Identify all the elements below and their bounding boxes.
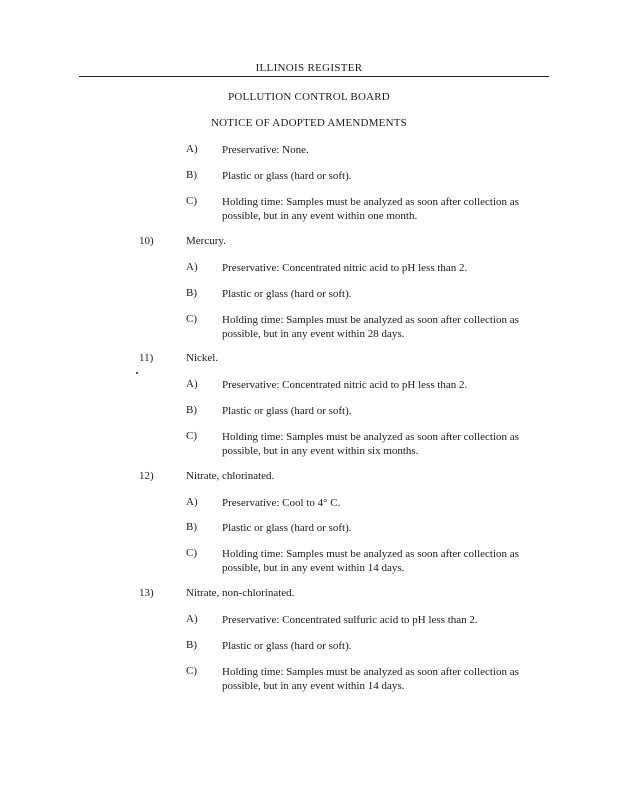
section-title: Nickel. (186, 352, 219, 364)
section-number: 13) (139, 587, 154, 599)
section-number: 12) (139, 470, 154, 482)
item-letter: C) (186, 430, 197, 442)
item-letter: B) (186, 639, 197, 651)
item-text: Preservative: Concentrated nitric acid to pH less than 2. (222, 379, 468, 391)
item-letter: C) (186, 547, 197, 559)
section-number: 11) (139, 352, 154, 364)
item-text: Preservative: Concentrated sulfuric acid to pH less than 2. (222, 614, 478, 626)
item-letter: C) (186, 195, 197, 207)
item-letter: A) (186, 613, 198, 625)
section-title: Mercury. (186, 235, 226, 247)
item-text: Holding time: Samples must be analyzed as soon after collection as possible, but in any event within 28 days. (222, 314, 519, 340)
notice-title: NOTICE OF ADOPTED AMENDMENTS (211, 117, 407, 129)
item-text: Plastic or glass (hard or soft). (222, 640, 352, 652)
item-text: Preservative: Cool to 4° C. (222, 497, 341, 509)
item-letter: A) (186, 378, 198, 390)
item-text: Preservative: None. (222, 144, 309, 156)
item-text: Preservative: Concentrated nitric acid to pH less than 2. (222, 262, 468, 274)
item-letter: A) (186, 143, 198, 155)
item-text: Plastic or glass (hard or soft). (222, 405, 352, 417)
item-letter: C) (186, 665, 197, 677)
item-letter: B) (186, 287, 197, 299)
item-letter: B) (186, 521, 197, 533)
section-number: 10) (139, 235, 154, 247)
board-title: POLLUTION CONTROL BOARD (228, 91, 390, 103)
item-text: Plastic or glass (hard or soft). (222, 288, 352, 300)
scan-speck (136, 372, 138, 374)
item-letter: B) (186, 169, 197, 181)
item-letter: B) (186, 404, 197, 416)
item-text: Holding time: Samples must be analyzed as soon after collection as possible, but in any event within one month. (222, 196, 519, 222)
item-letter: A) (186, 496, 198, 508)
section-title: Nitrate, chlorinated. (186, 470, 275, 482)
item-text: Holding time: Samples must be analyzed as soon after collection as possible, but in any event within 14 days. (222, 666, 519, 692)
item-letter: A) (186, 261, 198, 273)
item-text: Holding time: Samples must be analyzed as soon after collection as possible, but in any event within 14 days. (222, 548, 519, 574)
header-rule (79, 76, 549, 77)
item-text: Plastic or glass (hard or soft). (222, 170, 352, 182)
section-title: Nitrate, non-chlorinated. (186, 587, 295, 599)
item-text: Plastic or glass (hard or soft). (222, 522, 352, 534)
item-letter: C) (186, 313, 197, 325)
register-title: ILLINOIS REGISTER (255, 62, 363, 74)
item-text: Holding time: Samples must be analyzed as soon after collection as possible, but in any event within six months. (222, 431, 519, 457)
